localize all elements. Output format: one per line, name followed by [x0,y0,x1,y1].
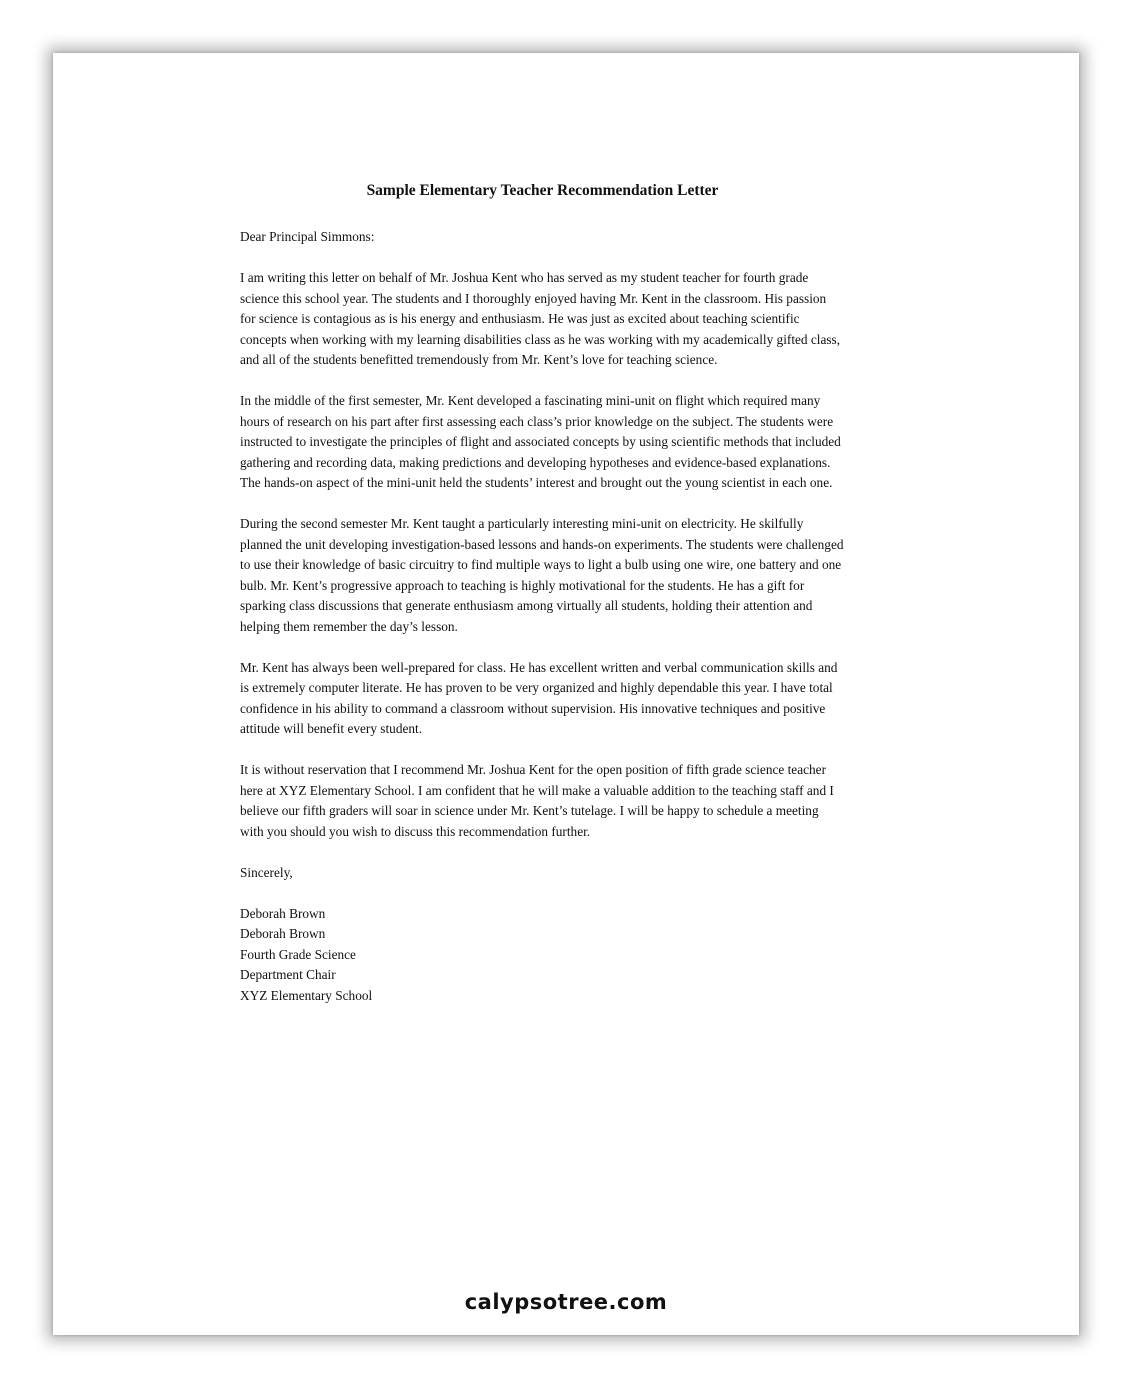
signature-role: Fourth Grade Science [240,946,356,962]
paragraph-2: In the middle of the first semester, Mr. Kent developed a fascinating mini-unit on flight which required many hours of research on his part after first assessing each class’s prior knowledge on the subject. The students were instructed to investigate the principles of flight and associated concepts by using scientific methods that included gathering and recording data, making predictions and developing hypotheses and evidence-based explanations. The hands-on aspect of the mini-unit held the students’ interest and brought out the young scientist in each one. [240,393,841,490]
paragraph-3: During the second semester Mr. Kent taught a particularly interesting mini-unit on electricity. He skilfully planned the unit developing investigation-based lessons and hands-on experiments. The students were challenged to use their knowledge of basic circuitry to find multiple ways to light a bulb using one wire, one battery and one bulb. Mr. Kent’s progressive approach to teaching is highly motivational for the students. He has a gift for sparking class discussions that generate enthusiasm among virtually all students, holding their attention and helping them remember the day’s lesson. [240,516,844,634]
document-page [53,53,1079,1335]
paragraph-1: I am writing this letter on behalf of Mr. Joshua Kent who has served as my student teacher for fourth grade science this school year. The students and I thoroughly enjoyed having Mr. Kent in the classroom. His passion for science is contagious as is his energy and enthusiasm. He was just as excited about teaching scientific concepts when working with my learning disabilities class as he was working with my academically gifted class, and all of the students benefitted tremendously from Mr. Kent’s love for teaching science. [240,270,841,367]
signature-school: XYZ Elementary School [240,987,373,1003]
signature-name: Deborah Brown [240,905,326,921]
paragraph-5: It is without reservation that I recommend Mr. Joshua Kent for the open position of fifth grade science teacher here at XYZ Elementary School. I am confident that he will make a valuable addition to the teaching staff and I believe our fifth graders will soar in science under Mr. Kent’s tutelage. I will be happy to schedule a meeting with you should you wish to discuss this recommendation further. [240,762,834,839]
signature-block [240,904,845,1007]
letter-title: Sample Elementary Teacher Recommendation Letter [366,182,719,199]
salutation: Dear Principal Simmons: [240,229,375,244]
paragraph-4: Mr. Kent has always been well-prepared for class. He has excellent written and verbal communication skills and is extremely computer literate. He has proven to be very organized and highly dependable this year. I have total confidence in his ability to command a classroom without supervision. His innovative techniques and positive attitude will benefit every student. [240,659,838,736]
site-watermark: calypsotree.com [464,1290,668,1314]
letter-body [240,181,845,1006]
signature-department: Department Chair [240,967,336,982]
signature-name-typed: Deborah Brown [240,926,326,941]
closing: Sincerely, [240,864,293,880]
